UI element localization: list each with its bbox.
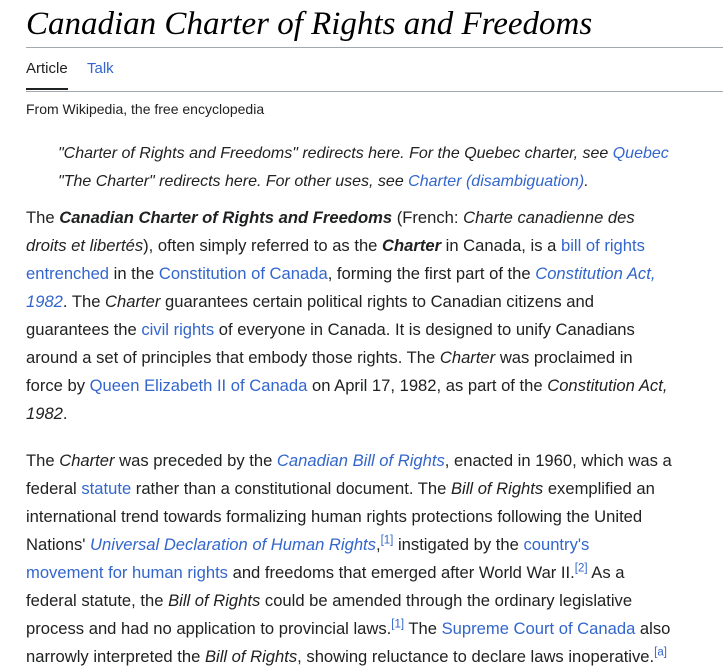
text-line (26, 475, 723, 503)
text-run: in the (109, 264, 159, 283)
canadian-bill-of-rights-link[interactable]: Canadian Bill of Rights (276, 451, 445, 470)
human-rights-movement-link[interactable]: country's (523, 535, 590, 554)
text-run: federal (26, 479, 82, 498)
text-line (26, 344, 723, 372)
text-run: . The (62, 292, 106, 311)
site-tagline: From Wikipedia, the free encyclopedia (26, 101, 265, 117)
charter-term: Charter (59, 451, 115, 470)
text-line (26, 643, 723, 671)
text-run: force by (26, 376, 90, 395)
text-run: around a set of principles that embody those rights. The (26, 348, 440, 367)
bill-of-rights-term: Bill of Rights (168, 591, 261, 610)
text-run: instigated by the (393, 535, 524, 554)
text-run: The (26, 451, 60, 470)
citation-link[interactable]: [1] (380, 534, 394, 547)
text-run: also (635, 619, 671, 638)
text-run: , forming the first part of the (327, 264, 536, 283)
bill-of-rights-term: Bill of Rights (450, 479, 544, 498)
tab-article[interactable]: Article (26, 60, 68, 90)
text-run: rather than a constitutional document. The (131, 479, 451, 498)
bill-of-rights-link[interactable]: bill of rights (560, 236, 645, 255)
constitution-act-term: Constitution Act, (547, 376, 668, 395)
hatnote-text: "Charter of Rights and Freedoms" redirects here. For the Quebec charter, see (58, 145, 613, 162)
text-line (26, 316, 723, 344)
french-name: droits et libertés (26, 236, 144, 255)
text-line (26, 400, 723, 428)
text-line (26, 447, 723, 475)
text-run: As a (587, 563, 625, 582)
text-line (26, 503, 723, 531)
text-run: could be amended through the ordinary legislative (260, 591, 633, 610)
constitution-of-canada-link[interactable]: Constitution of Canada (158, 264, 328, 283)
text-run: of everyone in Canada. It is designed to unify Canadians (214, 320, 635, 339)
history-paragraph (26, 447, 723, 671)
text-run: The (26, 208, 60, 227)
footnote-link[interactable]: [a] (654, 646, 667, 659)
text-run: , showing reluctance to declare laws inoperative. (297, 647, 655, 666)
supreme-court-link[interactable]: Supreme Court of Canada (441, 619, 636, 638)
text-line (26, 559, 723, 587)
charter-term: Charter (439, 348, 496, 367)
queen-elizabeth-link[interactable]: Queen Elizabeth II of Canada (89, 376, 308, 395)
text-run: guarantees certain political rights to Canadian citizens and (160, 292, 594, 311)
text-line (26, 372, 723, 400)
citation-link[interactable]: [1] (391, 618, 405, 631)
text-run: in Canada, is a (441, 236, 561, 255)
text-run: Nations' (26, 535, 91, 554)
text-line (26, 615, 723, 643)
charter-disambiguation-link[interactable]: Charter (disambiguation) (408, 173, 585, 190)
text-run: , enacted in 1960, which was a (444, 451, 672, 470)
human-rights-movement-link[interactable]: movement for human rights (26, 563, 228, 582)
text-run: process and had no application to provincial laws. (26, 619, 392, 638)
charter-term: Charter (105, 292, 161, 311)
entrenched-link[interactable]: entrenched (26, 264, 110, 283)
short-name: Charter (382, 236, 442, 255)
quebec-charter-link[interactable]: Quebec (612, 145, 669, 162)
hatnote-quebec (58, 140, 723, 168)
text-run: guarantees the (26, 320, 142, 339)
text-run: on April 17, 1982, as part of the (307, 376, 548, 395)
hatnote-the-charter (58, 168, 723, 196)
text-line (26, 232, 723, 260)
civil-rights-link[interactable]: civil rights (141, 320, 215, 339)
text-run: was proclaimed in (495, 348, 633, 367)
text-run: and freedoms that emerged after World War II. (227, 563, 575, 582)
statute-link[interactable]: statute (81, 479, 132, 498)
text-run: international trend towards formalizing human rights protections following the United (26, 507, 643, 526)
text-run: , (375, 535, 381, 554)
universal-declaration-link[interactable]: Universal Declaration of Human Rights (90, 535, 376, 554)
text-line (26, 531, 723, 559)
french-name: Charte canadienne des (463, 208, 635, 227)
text-run: ), often simply referred to as the (143, 236, 383, 255)
constitution-act-link[interactable]: Constitution Act, (535, 264, 656, 283)
hatnote-text: . (584, 173, 589, 190)
text-run: was preceded by the (114, 451, 277, 470)
text-line (26, 288, 723, 316)
text-run: exemplified an (543, 479, 655, 498)
tab-talk[interactable]: Talk (87, 60, 114, 77)
page-tabs (26, 48, 723, 92)
text-run: narrowly interpreted the (26, 647, 205, 666)
hatnote-text: "The Charter" redirects here. For other uses, see (58, 173, 409, 190)
text-run: . (62, 404, 68, 423)
text-line (26, 204, 723, 232)
bill-of-rights-term: Bill of Rights (204, 647, 298, 666)
text-line (26, 587, 723, 615)
hatnotes (58, 140, 723, 196)
text-run: (French: (392, 208, 464, 227)
text-run: federal statute, the (26, 591, 169, 610)
text-line (26, 260, 723, 288)
constitution-act-link[interactable]: 1982 (26, 292, 63, 311)
citation-link[interactable]: [2] (574, 562, 588, 575)
constitution-act-term: 1982 (26, 404, 63, 423)
page-title: Canadian Charter of Rights and Freedoms (26, 6, 593, 42)
lead-paragraph (26, 204, 723, 428)
article-subject: Canadian Charter of Rights and Freedoms (59, 208, 393, 227)
text-run: The (404, 619, 442, 638)
